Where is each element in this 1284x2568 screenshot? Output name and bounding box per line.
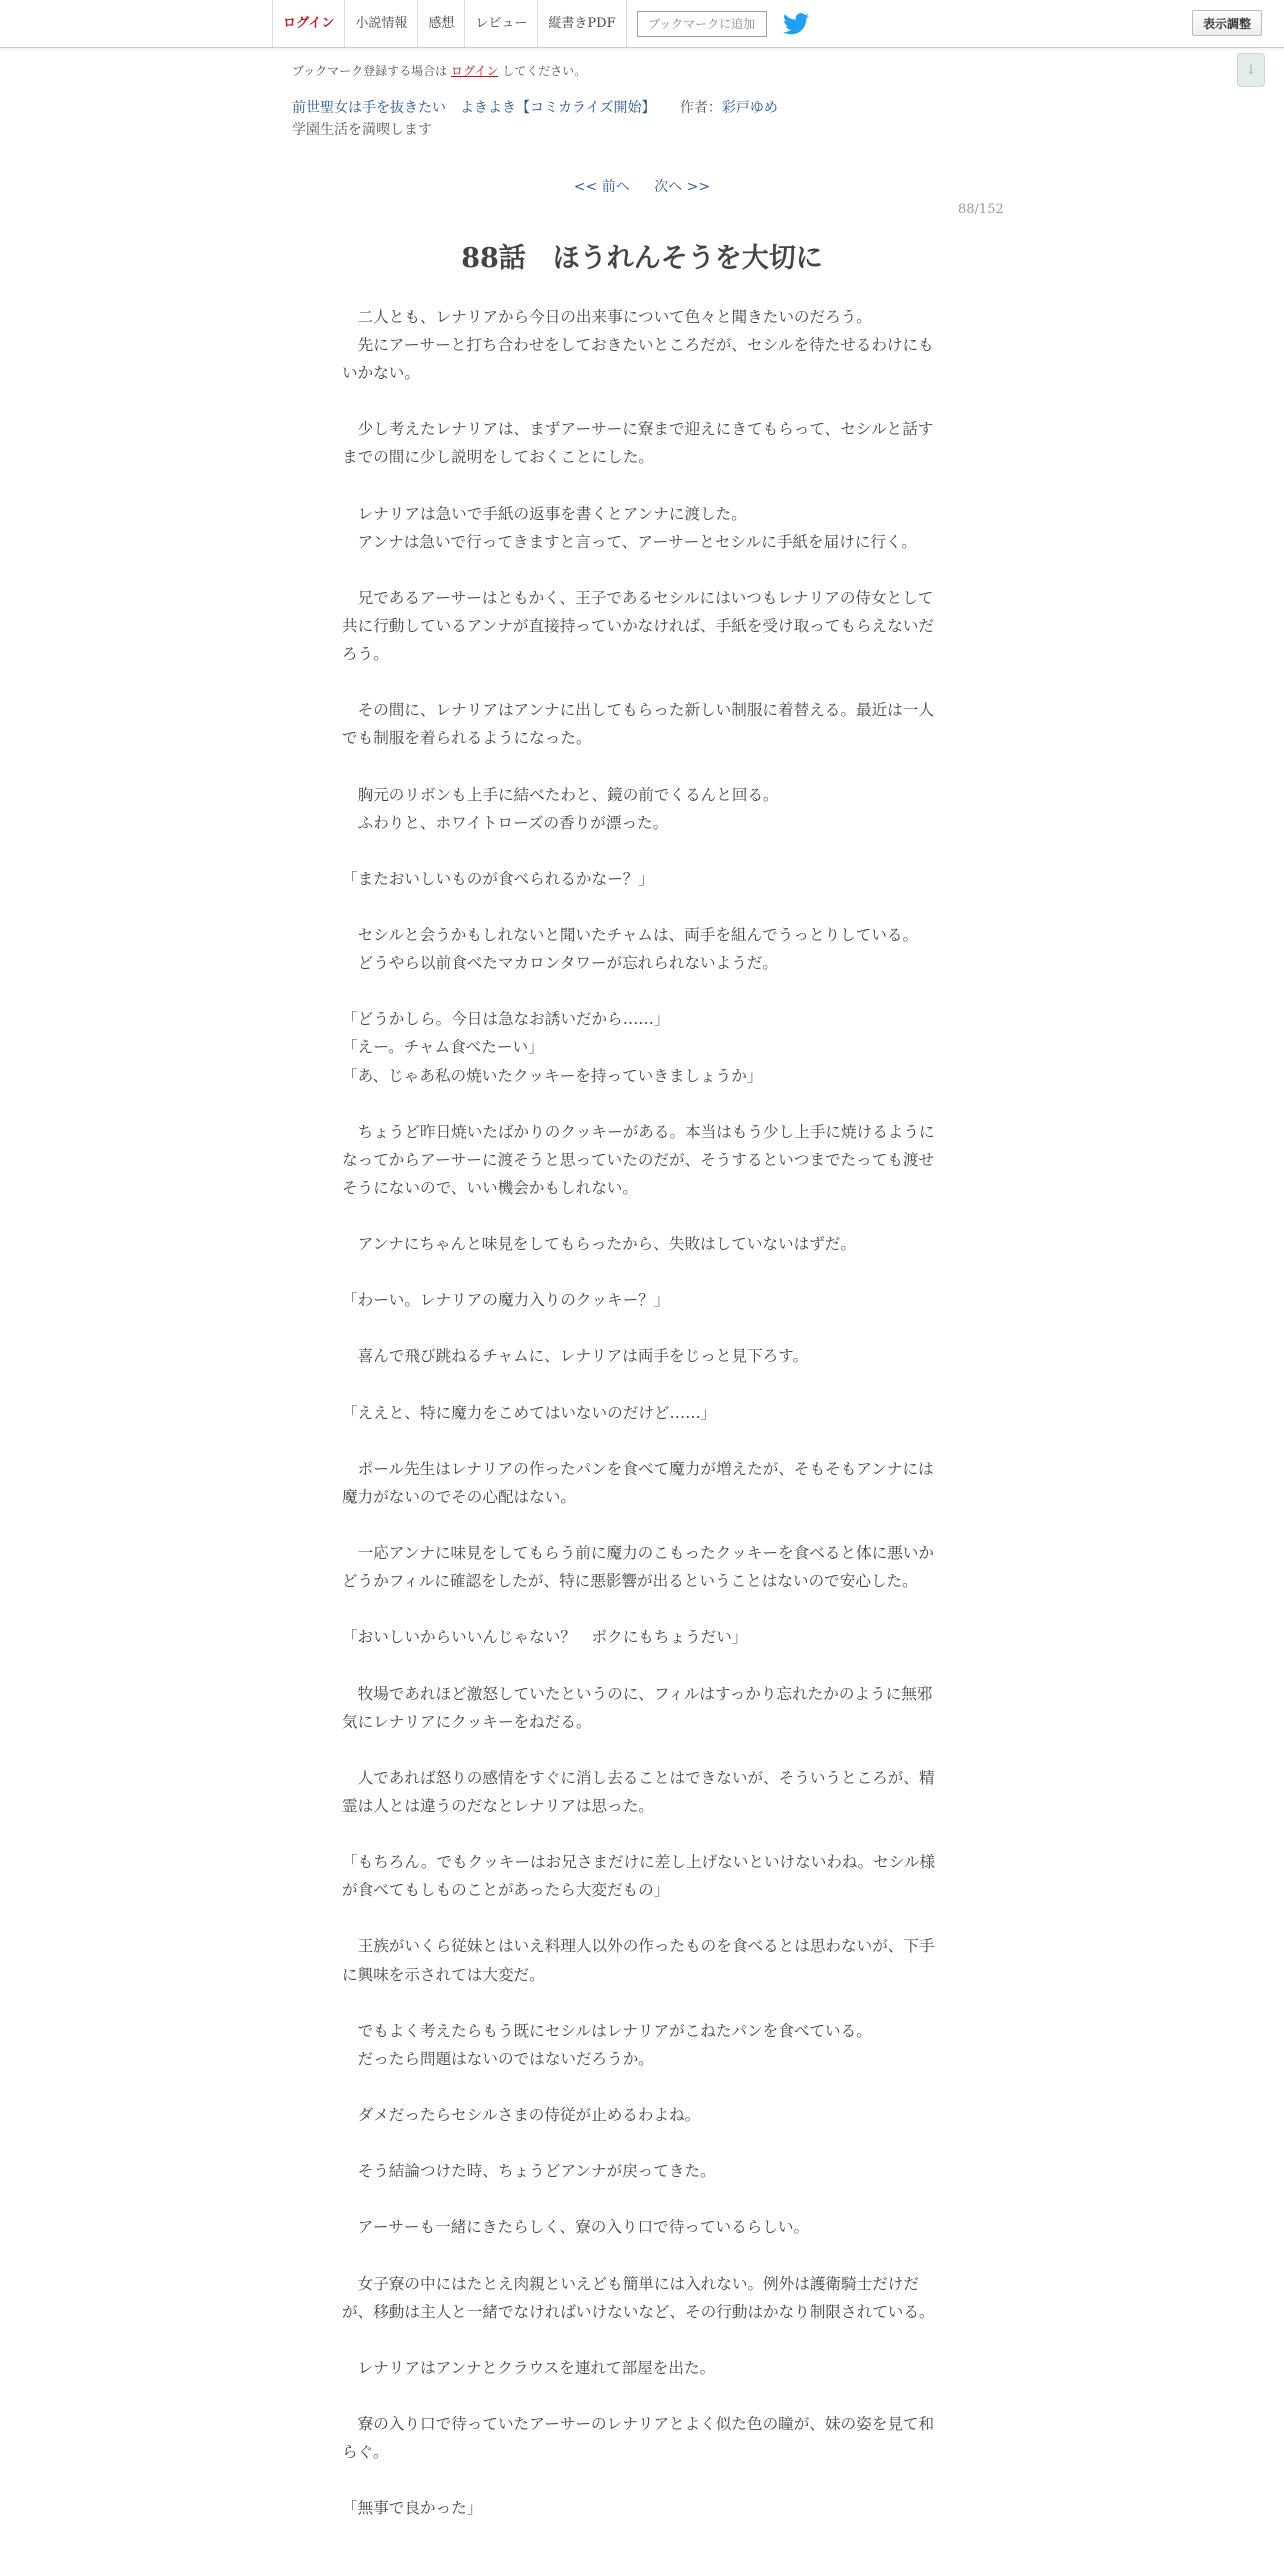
chapter-progress: 88/152 bbox=[958, 202, 1004, 217]
novel-paragraph: アンナにちゃんと味見をしてもらったから、失敗はしていないはずだ。 bbox=[342, 1235, 856, 1254]
novel-paragraph bbox=[342, 668, 942, 696]
novel-paragraph bbox=[342, 2326, 942, 2354]
chapter-title: 88話 ほうれんそうを大切に bbox=[461, 243, 823, 274]
series-info bbox=[292, 97, 778, 117]
novel-paragraph bbox=[342, 2466, 942, 2494]
novel-paragraph bbox=[342, 977, 942, 1005]
novel-paragraph bbox=[342, 2241, 942, 2269]
novel-paragraph bbox=[342, 893, 942, 921]
novel-paragraph: その間に、レナリアはアンナに出してもらった新しい制服に着替える。最近は一人でも制服を着られるようになった。 bbox=[342, 701, 934, 748]
novel-paragraph: どうやら以前食べたマカロンタワーが忘れられないようだ。 bbox=[342, 954, 779, 973]
series-title-link[interactable]: 前世聖女は手を抜きたい よきよき【コミカライズ開始】 bbox=[292, 100, 656, 116]
nav-novel-info[interactable]: 小説情報 bbox=[344, 0, 417, 47]
novel-paragraph: 少し考えたレナリアは、まずアーサーに寮まで迎えにきてもらって、セシルと話すまでの間に少し説明をしておくことにした。 bbox=[342, 420, 934, 467]
novel-paragraph: 「どうかしら。今日は急なお誘いだから……」 bbox=[342, 1010, 670, 1029]
notice-text-after: してください。 bbox=[502, 64, 587, 78]
series-subtitle: 学園生活を満喫します bbox=[292, 122, 432, 138]
novel-paragraph: 「無事で良かった」 bbox=[342, 2499, 483, 2518]
notice-login-link[interactable]: ログイン bbox=[451, 64, 499, 78]
twitter-bird-icon[interactable] bbox=[783, 13, 809, 35]
novel-paragraph: アンナは急いで行ってきますと言って、アーサーとセシルに手紙を届けに行く。 bbox=[342, 532, 917, 551]
novel-paragraph: 兄であるアーサーはともかく、王子であるセシルにはいつもレナリアの侍女として共に行動しているアンナが直接持っていかなければ、手紙を受け取ってもらえないだろう。 bbox=[342, 588, 934, 664]
novel-paragraph: 「もちろん。でもクッキーはお兄さまだけに差し上げないといけないわね。セシル様が食べてもしものことがあったら大変だもの」 bbox=[342, 1853, 936, 1900]
novel-paragraph: 人であれば怒りの感情をすぐに消し去ることはできないが、そういうところが、精霊は人とは違うのだなとレナリアは思った。 bbox=[342, 1768, 935, 1815]
chapter-pager bbox=[0, 176, 1284, 196]
novel-paragraph bbox=[342, 1511, 942, 1539]
novel-paragraph: 一応アンナに味見をしてもらう前に魔力のこもったクッキーを食べると体に悪いかどうかフィルに確認をしたが、特に悪影響が出るということはないので安心した。 bbox=[342, 1544, 934, 1591]
novel-paragraph bbox=[342, 2185, 942, 2213]
scroll-down-button[interactable]: ↓ bbox=[1237, 53, 1265, 87]
novel-paragraph: 王族がいくら従妹とはいえ料理人以外の作ったものを食べるとは思わないが、下手に興味を示されては大変だ。 bbox=[342, 1937, 935, 1984]
novel-paragraph: 先にアーサーと打ち合わせをしておきたいところだが、セシルを待たせるわけにもいかない。 bbox=[342, 336, 934, 383]
prev-chapter-link[interactable]: << 前へ bbox=[573, 179, 630, 195]
novel-paragraph bbox=[342, 2073, 942, 2101]
author-label: 作者： bbox=[679, 100, 722, 116]
novel-paragraph: ダメだったらセシルさまの侍従が止めるわよね。 bbox=[342, 2106, 701, 2124]
novel-paragraph bbox=[342, 1736, 942, 1764]
nav-vertical-pdf[interactable]: 縦書きPDF bbox=[537, 0, 626, 47]
novel-paragraph: セシルと会うかもしれないと聞いたチャムは、両手を組んでうっとりしている。 bbox=[342, 926, 919, 945]
novel-paragraph bbox=[342, 1427, 942, 1455]
novel-body bbox=[342, 303, 942, 2522]
notice-text-before: ブックマーク登録する場合は bbox=[292, 64, 448, 78]
novel-paragraph: 寮の入り口で待っていたアーサーのレナリアとよく似た色の瞳が、妹の姿を見て和らぐ。 bbox=[342, 2415, 935, 2462]
main-nav bbox=[272, 0, 809, 47]
novel-paragraph bbox=[342, 556, 942, 584]
novel-paragraph bbox=[342, 753, 942, 781]
novel-paragraph bbox=[342, 1820, 942, 1848]
novel-paragraph: 「おいしいからいいんじゃない？ ボクにもちょうだい」 bbox=[342, 1628, 748, 1647]
nav-review[interactable]: レビュー bbox=[464, 0, 537, 47]
add-bookmark-button[interactable]: ブックマークに追加 bbox=[637, 11, 767, 37]
novel-paragraph bbox=[342, 1989, 942, 2017]
novel-paragraph: 「えー。チャム食べたーい」 bbox=[342, 1038, 544, 1057]
novel-paragraph bbox=[342, 837, 942, 865]
novel-paragraph bbox=[342, 1314, 942, 1342]
nav-login[interactable]: ログイン bbox=[272, 0, 344, 47]
display-settings-button[interactable]: 表示調整 bbox=[1192, 10, 1262, 36]
novel-paragraph bbox=[342, 1090, 942, 1118]
novel-paragraph: 二人とも、レナリアから今日の出来事について色々と聞きたいのだろう。 bbox=[342, 308, 872, 326]
novel-paragraph: レナリアは急いで手紙の返事を書くとアンナに渡した。 bbox=[342, 504, 747, 523]
novel-paragraph: アーサーも一緒にきたらしく、寮の入り口で待っているらしい。 bbox=[342, 2218, 810, 2237]
bookmark-login-notice bbox=[292, 62, 586, 79]
novel-paragraph: 「あ、じゃあ私の焼いたクッキーを持っていきましょうか」 bbox=[342, 1066, 763, 1085]
novel-paragraph bbox=[342, 1202, 942, 1230]
novel-paragraph: ポール先生はレナリアの作ったパンを食べて魔力が増えたが、そもそもアンナには魔力がないのでその心配はない。 bbox=[342, 1459, 934, 1506]
novel-paragraph: でもよく考えたらもう既にセシルはレナリアがこねたパンを食べている。 bbox=[342, 2021, 872, 2040]
novel-paragraph bbox=[342, 2129, 942, 2157]
novel-paragraph bbox=[342, 472, 942, 500]
novel-paragraph: そう結論つけた時、ちょうどアンナが戻ってきた。 bbox=[342, 2162, 716, 2181]
novel-paragraph: 「ええと、特に魔力をこめてはいないのだけど……」 bbox=[342, 1403, 717, 1422]
author-link[interactable]: 彩戸ゆめ bbox=[721, 100, 778, 116]
novel-paragraph: ちょうど昨日焼いたばかりのクッキーがある。本当はもう少し上手に焼けるようになってからアーサーに渡そうと思っていたのだが、そうするといつまでたっても渡せそうにないので、いい機会かもしれない。 bbox=[342, 1122, 935, 1197]
novel-paragraph bbox=[342, 387, 942, 415]
novel-paragraph bbox=[342, 1652, 942, 1680]
novel-paragraph bbox=[342, 2382, 942, 2410]
novel-paragraph: 「わーい。レナリアの魔力入りのクッキー？」 bbox=[342, 1291, 670, 1310]
novel-paragraph bbox=[342, 1904, 942, 1932]
novel-paragraph: レナリアはアンナとクラウスを連れて部屋を出た。 bbox=[342, 2358, 716, 2377]
novel-paragraph: 胸元のリボンも上手に結べたわと、鏡の前でくるんと回る。 bbox=[342, 785, 779, 804]
nav-impressions[interactable]: 感想 bbox=[417, 0, 464, 47]
novel-paragraph: 「またおいしいものが食べられるかなー？」 bbox=[342, 869, 654, 888]
novel-paragraph: ふわりと、ホワイトローズの香りが漂った。 bbox=[342, 813, 669, 832]
novel-paragraph: だったら問題はないのではないだろうか。 bbox=[342, 2049, 654, 2068]
novel-paragraph: 喜んで飛び跳ねるチャムに、レナリアは両手をじっと見下ろす。 bbox=[342, 1347, 809, 1366]
novel-paragraph: 女子寮の中にはたとえ肉親といえども簡単には入れない。例外は護衛騎士だけだが、移動は主人と一緒でなければいけないなど、その行動はかなり制限されている。 bbox=[342, 2274, 935, 2321]
top-navigation-bar bbox=[0, 0, 1284, 48]
novel-paragraph bbox=[342, 1595, 942, 1623]
novel-paragraph bbox=[342, 1258, 942, 1286]
next-chapter-link[interactable]: 次へ >> bbox=[654, 179, 711, 195]
novel-paragraph bbox=[342, 1371, 942, 1399]
novel-paragraph: 牧場であれほど激怒していたというのに、フィルはすっかり忘れたかのように無邪気にレナリアにクッキーをねだる。 bbox=[342, 1684, 933, 1731]
